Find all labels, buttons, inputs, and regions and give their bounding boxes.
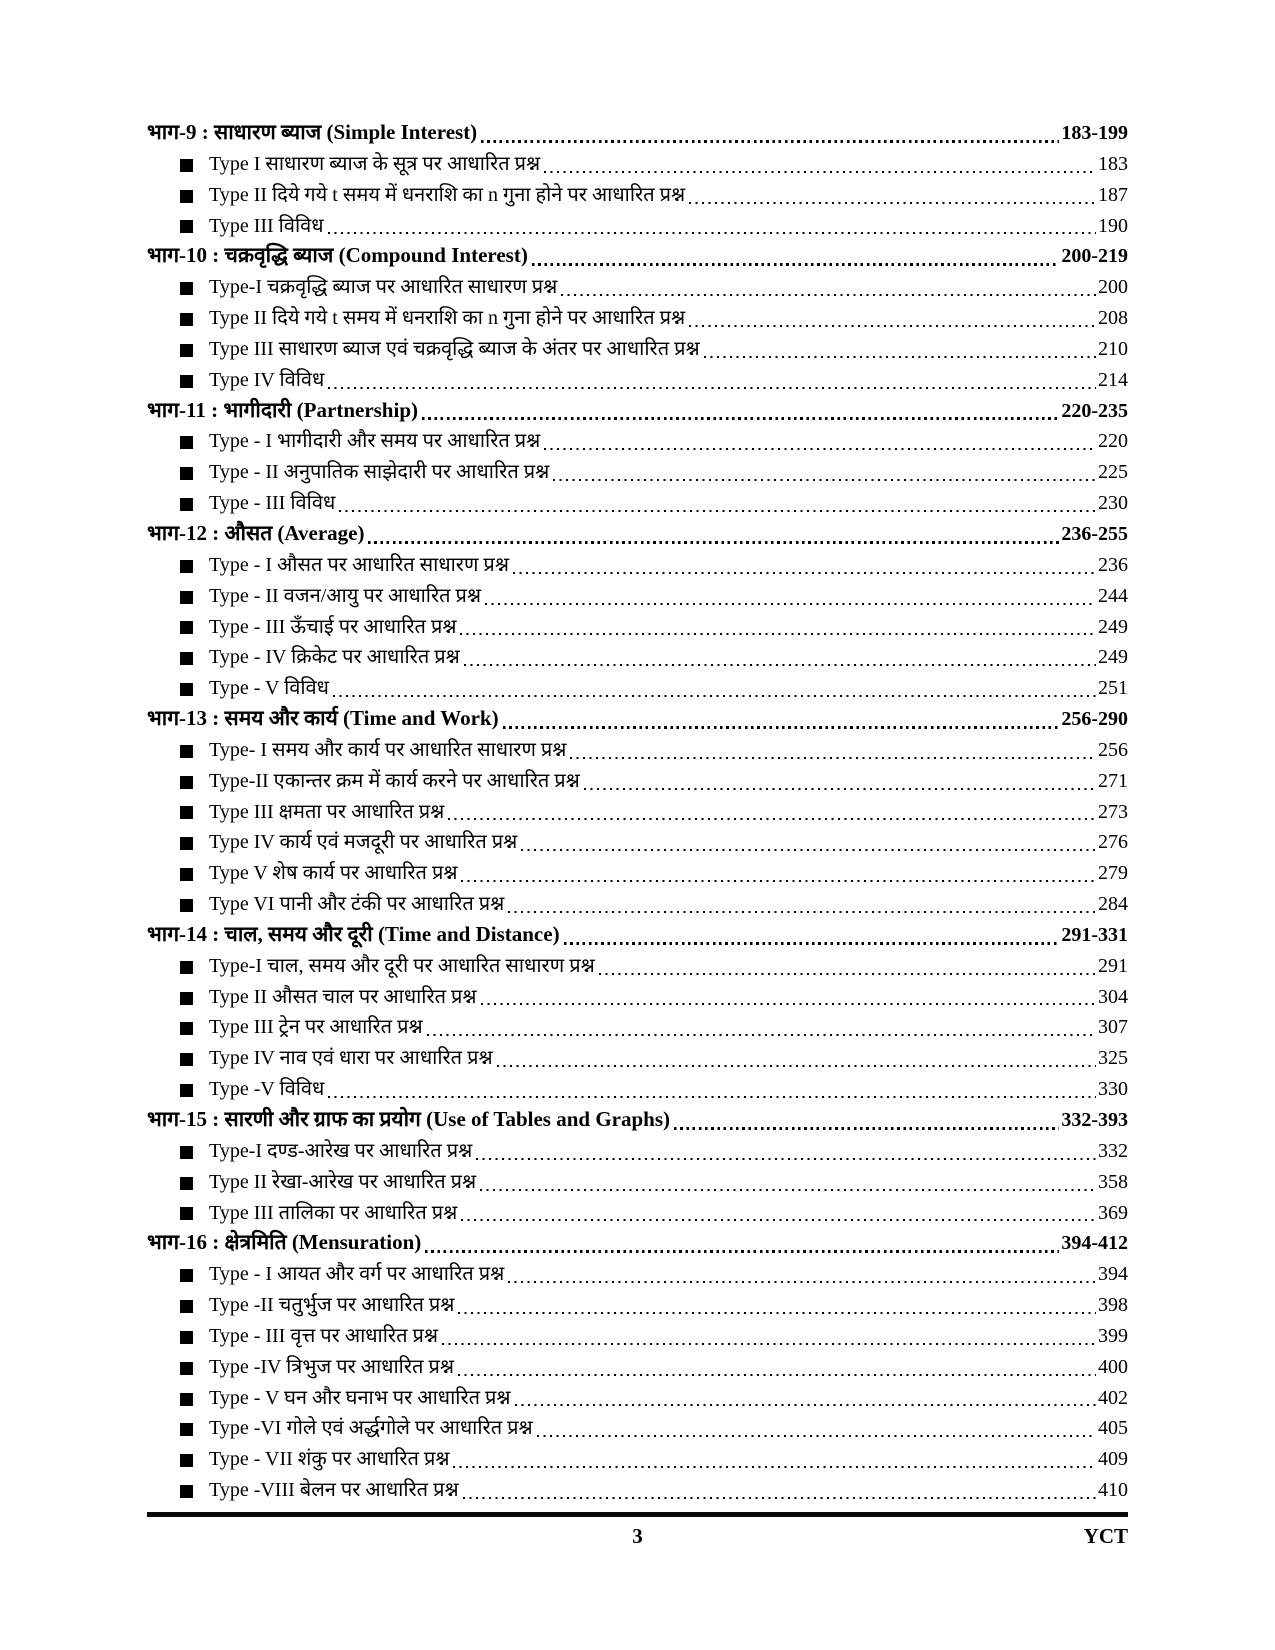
item-title: Type III क्षमता पर आधारित प्रश्न bbox=[209, 800, 445, 823]
dot-leader bbox=[427, 1034, 1096, 1036]
item-page-number: 330 bbox=[1098, 1078, 1128, 1101]
item-title: Type -II चतुर्भुज पर आधारित प्रश्न bbox=[209, 1294, 455, 1317]
dot-leader bbox=[497, 1065, 1096, 1067]
toc-item bbox=[147, 581, 1128, 612]
square-bullet-icon bbox=[180, 1269, 193, 1282]
dot-leader bbox=[508, 911, 1096, 913]
square-bullet-icon bbox=[180, 1454, 193, 1467]
toc-section-heading bbox=[147, 1228, 1128, 1259]
square-bullet-icon bbox=[180, 220, 193, 233]
square-bullet-icon bbox=[180, 1393, 193, 1406]
dot-leader bbox=[544, 171, 1096, 173]
item-page-number: 405 bbox=[1098, 1417, 1128, 1440]
item-page-number: 394 bbox=[1098, 1263, 1128, 1286]
toc-item bbox=[147, 1074, 1128, 1105]
item-page-number: 307 bbox=[1098, 1016, 1128, 1039]
item-title: Type - V विविध bbox=[209, 677, 329, 700]
item-page-number: 358 bbox=[1098, 1170, 1128, 1193]
toc-item bbox=[147, 272, 1128, 303]
dot-leader bbox=[704, 356, 1096, 358]
toc-item bbox=[147, 889, 1128, 920]
square-bullet-icon bbox=[180, 467, 193, 480]
toc-item bbox=[147, 149, 1128, 180]
dot-leader bbox=[480, 1189, 1096, 1191]
square-bullet-icon bbox=[180, 1022, 193, 1035]
toc-item bbox=[147, 1352, 1128, 1383]
toc-item bbox=[147, 612, 1128, 643]
square-bullet-icon bbox=[180, 868, 193, 881]
square-bullet-icon bbox=[180, 560, 193, 573]
section-title: भाग-13 : समय और कार्य (Time and Work) bbox=[147, 706, 499, 731]
square-bullet-icon bbox=[180, 436, 193, 449]
dot-leader bbox=[339, 510, 1096, 512]
item-page-number: 332 bbox=[1098, 1139, 1128, 1162]
item-page-number: 190 bbox=[1098, 214, 1128, 237]
dot-leader bbox=[448, 818, 1096, 820]
dot-leader bbox=[485, 603, 1096, 605]
toc-item bbox=[147, 827, 1128, 858]
section-title: भाग-15 : सारणी और ग्राफ का प्रयोग (Use of Tables and Graphs) bbox=[147, 1107, 670, 1131]
dot-leader bbox=[521, 849, 1096, 851]
dot-leader bbox=[458, 1374, 1096, 1376]
item-title: Type III तालिका पर आधारित प्रश्न bbox=[209, 1201, 458, 1224]
section-page-range: 394-412 bbox=[1061, 1232, 1128, 1255]
section-title: भाग-10 : चक्रवृद्धि ब्याज (Compound Interest) bbox=[147, 243, 528, 268]
dot-leader bbox=[461, 1219, 1096, 1221]
dot-leader bbox=[476, 1158, 1096, 1160]
toc-section-heading bbox=[147, 920, 1128, 951]
item-page-number: 225 bbox=[1098, 461, 1128, 484]
item-title: Type - VII शंकु पर आधारित प्रश्न bbox=[209, 1448, 450, 1471]
section-title: भाग-16 : क्षेत्रमिति (Mensuration) bbox=[147, 1230, 422, 1255]
square-bullet-icon bbox=[180, 1300, 193, 1313]
toc-item bbox=[147, 858, 1128, 889]
item-title: Type - IV क्रिकेट पर आधारित प्रश्न bbox=[209, 646, 460, 669]
item-title: Type -IV त्रिभुज पर आधारित प्रश्न bbox=[209, 1355, 454, 1378]
toc-item bbox=[147, 1198, 1128, 1229]
item-title: Type - II अनुपातिक साझेदारी पर आधारित प्रश्न bbox=[209, 461, 550, 484]
section-title: भाग-14 : चाल, समय और दूरी (Time and Distance) bbox=[147, 921, 560, 946]
square-bullet-icon bbox=[180, 1084, 193, 1097]
item-page-number: 273 bbox=[1098, 800, 1128, 823]
section-page-range: 236-255 bbox=[1061, 522, 1128, 545]
dot-leader bbox=[328, 232, 1096, 234]
square-bullet-icon bbox=[180, 591, 193, 604]
item-page-number: 369 bbox=[1098, 1201, 1128, 1224]
item-title: Type IV कार्य एवं मजदूरी पर आधारित प्रश्न bbox=[209, 831, 518, 854]
dot-leader bbox=[689, 325, 1096, 327]
item-page-number: 183 bbox=[1098, 152, 1128, 175]
item-page-number: 325 bbox=[1098, 1047, 1128, 1070]
item-title: Type-I चक्रवृद्धि ब्याज पर आधारित साधारण प्रश्न bbox=[209, 276, 558, 299]
square-bullet-icon bbox=[180, 190, 193, 203]
square-bullet-icon bbox=[180, 498, 193, 511]
dot-leader bbox=[599, 973, 1096, 975]
item-title: Type-II एकान्तर क्रम में कार्य करने पर आधारित प्रश्न bbox=[209, 769, 580, 792]
toc-item bbox=[147, 673, 1128, 704]
item-title: Type-I चाल, समय और दूरी पर आधारित साधारण प्रश्न bbox=[209, 954, 595, 977]
item-page-number: 402 bbox=[1098, 1386, 1128, 1409]
section-page-range: 256-290 bbox=[1061, 708, 1128, 731]
toc-item bbox=[147, 550, 1128, 581]
dot-leader bbox=[463, 1497, 1096, 1499]
dot-leader bbox=[481, 140, 1059, 143]
square-bullet-icon bbox=[180, 313, 193, 326]
dot-leader bbox=[584, 788, 1096, 790]
toc-item bbox=[147, 766, 1128, 797]
square-bullet-icon bbox=[180, 899, 193, 912]
item-page-number: 399 bbox=[1098, 1324, 1128, 1347]
dot-leader bbox=[532, 263, 1060, 266]
toc-item bbox=[147, 1136, 1128, 1167]
footer bbox=[147, 1524, 1128, 1549]
item-title: Type V शेष कार्य पर आधारित प्रश्न bbox=[209, 862, 458, 885]
section-page-range: 291-331 bbox=[1061, 923, 1128, 946]
dot-leader bbox=[481, 1003, 1096, 1005]
item-title: Type II दिये गये t समय में धनराशि का n गुना होने पर आधारित प्रश्न bbox=[209, 307, 686, 330]
item-title: Type III साधारण ब्याज एवं चक्रवृद्धि ब्याज के अंतर पर आधारित प्रश्न bbox=[209, 337, 700, 360]
square-bullet-icon bbox=[180, 961, 193, 974]
dot-leader bbox=[537, 1435, 1096, 1437]
item-title: Type - III विविध bbox=[209, 492, 336, 515]
item-title: Type - III वृत्त पर आधारित प्रश्न bbox=[209, 1324, 439, 1347]
square-bullet-icon bbox=[180, 1053, 193, 1066]
dot-leader bbox=[328, 1096, 1096, 1098]
item-title: Type II दिये गये t समय में धनराशि का n गुना होने पर आधारित प्रश्न bbox=[209, 183, 686, 206]
item-title: Type - I औसत पर आधारित साधारण प्रश्न bbox=[209, 553, 509, 576]
dot-leader bbox=[508, 1281, 1096, 1283]
toc-item bbox=[147, 951, 1128, 982]
item-page-number: 304 bbox=[1098, 985, 1128, 1008]
dot-leader bbox=[561, 294, 1096, 296]
toc-item bbox=[147, 488, 1128, 519]
section-title: भाग-12 : औसत (Average) bbox=[147, 520, 365, 545]
dot-leader bbox=[328, 387, 1096, 389]
dot-leader bbox=[503, 726, 1060, 729]
square-bullet-icon bbox=[180, 344, 193, 357]
toc-item bbox=[147, 426, 1128, 457]
toc-item bbox=[147, 1321, 1128, 1352]
item-page-number: 249 bbox=[1098, 615, 1128, 638]
toc-item bbox=[147, 1012, 1128, 1043]
item-page-number: 284 bbox=[1098, 893, 1128, 916]
toc-item bbox=[147, 1383, 1128, 1414]
square-bullet-icon bbox=[180, 1331, 193, 1344]
square-bullet-icon bbox=[180, 282, 193, 295]
item-title: Type -V विविध bbox=[209, 1078, 325, 1101]
dot-leader bbox=[464, 664, 1096, 666]
item-title: Type II रेखा-आरेख पर आधारित प्रश्न bbox=[209, 1170, 477, 1193]
item-page-number: 409 bbox=[1098, 1448, 1128, 1471]
toc-item bbox=[147, 735, 1128, 766]
toc-item bbox=[147, 982, 1128, 1013]
square-bullet-icon bbox=[180, 1423, 193, 1436]
dot-leader bbox=[544, 448, 1096, 450]
item-page-number: 187 bbox=[1098, 183, 1128, 206]
square-bullet-icon bbox=[180, 652, 193, 665]
dot-leader bbox=[425, 1250, 1059, 1253]
item-title: Type VI पानी और टंकी पर आधारित प्रश्न bbox=[209, 893, 505, 916]
dot-leader bbox=[460, 633, 1096, 635]
dot-leader bbox=[442, 1343, 1096, 1345]
item-title: Type - I आयत और वर्ग पर आधारित प्रश्न bbox=[209, 1263, 505, 1286]
dot-leader bbox=[515, 1404, 1096, 1406]
item-page-number: 398 bbox=[1098, 1294, 1128, 1317]
square-bullet-icon bbox=[180, 837, 193, 850]
item-page-number: 279 bbox=[1098, 862, 1128, 885]
toc-item bbox=[147, 1444, 1128, 1475]
dot-leader bbox=[553, 479, 1096, 481]
item-page-number: 220 bbox=[1098, 430, 1128, 453]
toc-item bbox=[147, 365, 1128, 396]
square-bullet-icon bbox=[180, 375, 193, 388]
square-bullet-icon bbox=[180, 683, 193, 696]
toc-item bbox=[147, 1475, 1128, 1506]
dot-leader bbox=[458, 1312, 1096, 1314]
item-title: Type IV नाव एवं धारा पर आधारित प्रश्न bbox=[209, 1047, 493, 1070]
item-title: Type IV विविध bbox=[209, 368, 325, 391]
section-title: भाग-11 : भागीदारी (Partnership) bbox=[147, 397, 418, 422]
item-page-number: 200 bbox=[1098, 276, 1128, 299]
toc-list bbox=[147, 118, 1128, 1506]
toc-section-heading bbox=[147, 241, 1128, 272]
footer-rule bbox=[147, 1512, 1128, 1517]
dot-leader bbox=[368, 541, 1059, 544]
toc-section-heading bbox=[147, 118, 1128, 149]
square-bullet-icon bbox=[180, 159, 193, 172]
section-page-range: 220-235 bbox=[1061, 399, 1128, 422]
toc-item bbox=[147, 1259, 1128, 1290]
square-bullet-icon bbox=[180, 992, 193, 1005]
dot-leader bbox=[453, 1466, 1096, 1468]
dot-leader bbox=[570, 757, 1096, 759]
dot-leader bbox=[422, 417, 1059, 420]
toc-item bbox=[147, 457, 1128, 488]
item-title: Type - III ऊँचाई पर आधारित प्रश्न bbox=[209, 615, 457, 638]
toc-item bbox=[147, 797, 1128, 828]
item-page-number: 230 bbox=[1098, 492, 1128, 515]
item-page-number: 208 bbox=[1098, 307, 1128, 330]
item-title: Type -VIII बेलन पर आधारित प्रश्न bbox=[209, 1479, 459, 1502]
toc-item bbox=[147, 1413, 1128, 1444]
item-page-number: 291 bbox=[1098, 954, 1128, 977]
dot-leader bbox=[674, 1127, 1059, 1130]
item-title: Type III ट्रेन पर आधारित प्रश्न bbox=[209, 1016, 423, 1039]
item-page-number: 400 bbox=[1098, 1355, 1128, 1378]
publisher-mark: YCT bbox=[1083, 1524, 1128, 1548]
section-page-range: 332-393 bbox=[1061, 1109, 1128, 1131]
item-page-number: 249 bbox=[1098, 646, 1128, 669]
toc-section-heading bbox=[147, 396, 1128, 427]
item-page-number: 271 bbox=[1098, 769, 1128, 792]
item-page-number: 251 bbox=[1098, 677, 1128, 700]
toc-item bbox=[147, 642, 1128, 673]
item-title: Type II औसत चाल पर आधारित प्रश्न bbox=[209, 985, 477, 1008]
toc-item bbox=[147, 303, 1128, 334]
toc-item bbox=[147, 1167, 1128, 1198]
item-page-number: 210 bbox=[1098, 337, 1128, 360]
section-title: भाग-9 : साधारण ब्याज (Simple Interest) bbox=[147, 120, 478, 144]
toc-item bbox=[147, 211, 1128, 242]
item-page-number: 256 bbox=[1098, 738, 1128, 761]
square-bullet-icon bbox=[180, 1146, 193, 1159]
item-title: Type III विविध bbox=[209, 214, 324, 237]
item-page-number: 276 bbox=[1098, 831, 1128, 854]
item-title: Type I साधारण ब्याज के सूत्र पर आधारित प्रश्न bbox=[209, 152, 541, 175]
item-title: Type - V घन और घनाभ पर आधारित प्रश्न bbox=[209, 1386, 511, 1409]
square-bullet-icon bbox=[180, 806, 193, 819]
square-bullet-icon bbox=[180, 1362, 193, 1375]
square-bullet-icon bbox=[180, 1177, 193, 1190]
square-bullet-icon bbox=[180, 745, 193, 758]
item-page-number: 410 bbox=[1098, 1479, 1128, 1502]
square-bullet-icon bbox=[180, 1207, 193, 1220]
dot-leader bbox=[333, 695, 1096, 697]
toc-item bbox=[147, 180, 1128, 211]
item-title: Type -VI गोले एवं अर्द्धगोले पर आधारित प्रश्न bbox=[209, 1417, 533, 1440]
section-page-range: 183-199 bbox=[1061, 122, 1128, 144]
item-page-number: 214 bbox=[1098, 368, 1128, 391]
item-page-number: 236 bbox=[1098, 553, 1128, 576]
item-title: Type - I भागीदारी और समय पर आधारित प्रश्न bbox=[209, 430, 541, 453]
toc-section-heading bbox=[147, 519, 1128, 550]
item-page-number: 244 bbox=[1098, 584, 1128, 607]
square-bullet-icon bbox=[180, 621, 193, 634]
item-title: Type - II वजन/आयु पर आधारित प्रश्न bbox=[209, 584, 482, 607]
square-bullet-icon bbox=[180, 776, 193, 789]
toc-item bbox=[147, 334, 1128, 365]
toc-section-heading bbox=[147, 1105, 1128, 1136]
dot-leader bbox=[564, 942, 1060, 945]
dot-leader bbox=[689, 202, 1096, 204]
dot-leader bbox=[461, 880, 1096, 882]
item-title: Type-I दण्ड-आरेख पर आधारित प्रश्न bbox=[209, 1139, 473, 1162]
square-bullet-icon bbox=[180, 1485, 193, 1498]
footer-page-number: 3 bbox=[632, 1524, 643, 1548]
section-page-range: 200-219 bbox=[1061, 245, 1128, 268]
toc-item bbox=[147, 1290, 1128, 1321]
dot-leader bbox=[513, 572, 1096, 574]
item-title: Type- I समय और कार्य पर आधारित साधारण प्रश्न bbox=[209, 738, 567, 761]
toc-item bbox=[147, 1043, 1128, 1074]
toc-section-heading bbox=[147, 704, 1128, 735]
